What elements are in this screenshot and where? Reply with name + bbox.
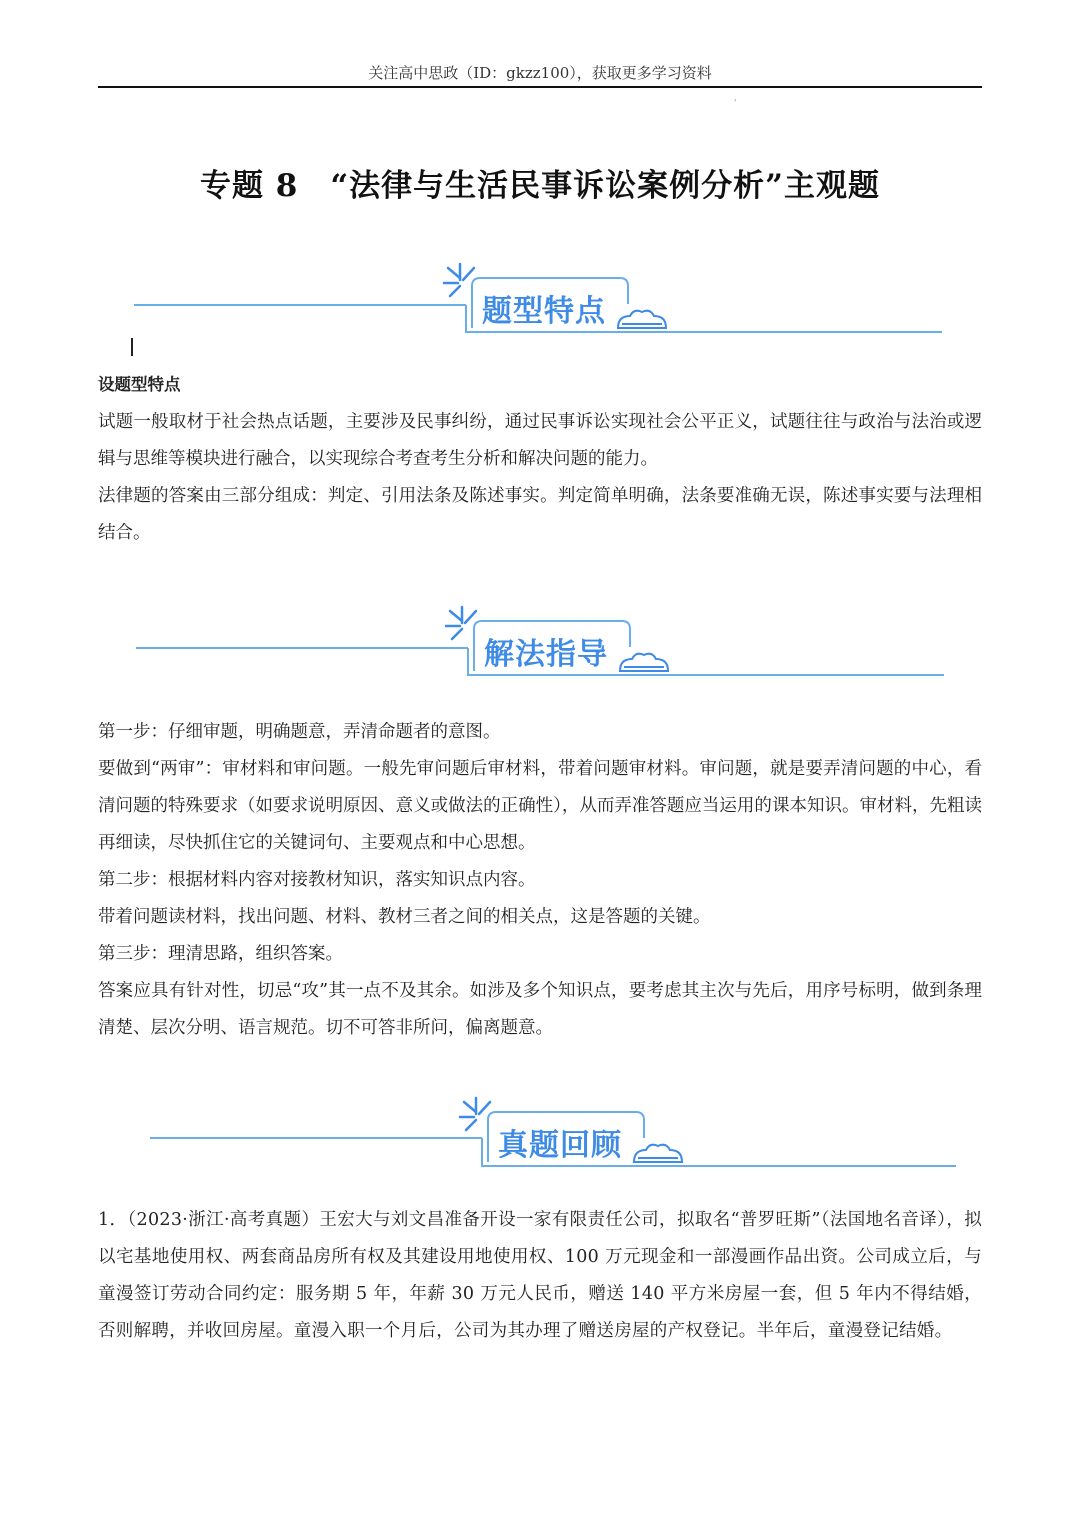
stray-mark: ' xyxy=(734,98,737,107)
header-rule xyxy=(98,86,982,88)
paragraph: 第三步：理清思路，组织答案。 xyxy=(98,944,343,964)
paragraph: 答案应具有针对性，切忌“攻”其一点不及其余。如涉及多个知识点，要考虑其主次与先后，用序号标明，做到条理清楚、层次分明、语言规范。切不可答非所问，偏离题意。 xyxy=(98,981,982,1038)
paragraph: 第二步：根据材料内容对接教材知识，落实知识点内容。 xyxy=(98,870,536,890)
page-header: 关注高中思政（ID：gkzz100），获取更多学习资料 xyxy=(368,64,712,82)
banner-label: 真题回顾 xyxy=(498,1128,622,1163)
paragraph: 法律题的答案由三部分组成：判定、引用法条及陈述事实。判定简单明确，法条要准确无误，陈述事实要与法理相结合。 xyxy=(98,486,982,543)
banner-label: 解法指导 xyxy=(484,637,608,672)
paragraph: 要做到“两审”：审材料和审问题。一般先审问题后审材料，带着问题审材料。审问题，就是要弄清问题的中心，看清问题的特殊要求（如要求说明原因、意义或做法的正确性），从而弄准答题应当运用的课本知识。审材料，先粗读再细读，尽快抓住它的关键词句、主要观点和中心思想。 xyxy=(98,759,982,853)
paragraph: 第一步：仔细审题，明确题意，弄清命题者的意图。 xyxy=(98,722,501,742)
text-cursor-mark xyxy=(131,338,133,356)
section-banner-past-exams xyxy=(146,1092,966,1192)
banner-label: 题型特点 xyxy=(482,294,606,329)
section-banner-method xyxy=(132,600,952,700)
document-title: 专题 8 “法律与生活民事诉讼案例分析”主观题 xyxy=(199,168,881,204)
paragraph: 带着问题读材料，找出问题、材料、教材三者之间的相关点，这是答题的关键。 xyxy=(98,907,711,927)
paragraph: 试题一般取材于社会热点话题，主要涉及民事纠纷，通过民事诉讼实现社会公平正义，试题往往与政治与法治或逻辑与思维等模块进行融合，以实现综合考查考生分析和解决问题的能力。 xyxy=(98,412,982,469)
exam-question: 1．（2023·浙江·高考真题）王宏大与刘文昌准备开设一家有限责任公司，拟取名“普罗旺斯”（法国地名音译），拟以宅基地使用权、两套商品房所有权及其建设用地使用权、100 万元现金和一部漫画作品出资。公司成立后，与童漫签订劳动合同约定：服务期 5 年，年薪 30 万元人民币，赠送 140 平方米房屋一套，但 5 年内不得结婚，否则解聘，并收回房屋。童漫入职一个月后，公司为其办理了赠送房屋的产权登记。半年后，童漫登记结婚。 xyxy=(98,1210,982,1341)
section-banner-features xyxy=(130,258,950,358)
section-subheading: 设题型特点 xyxy=(98,375,181,394)
